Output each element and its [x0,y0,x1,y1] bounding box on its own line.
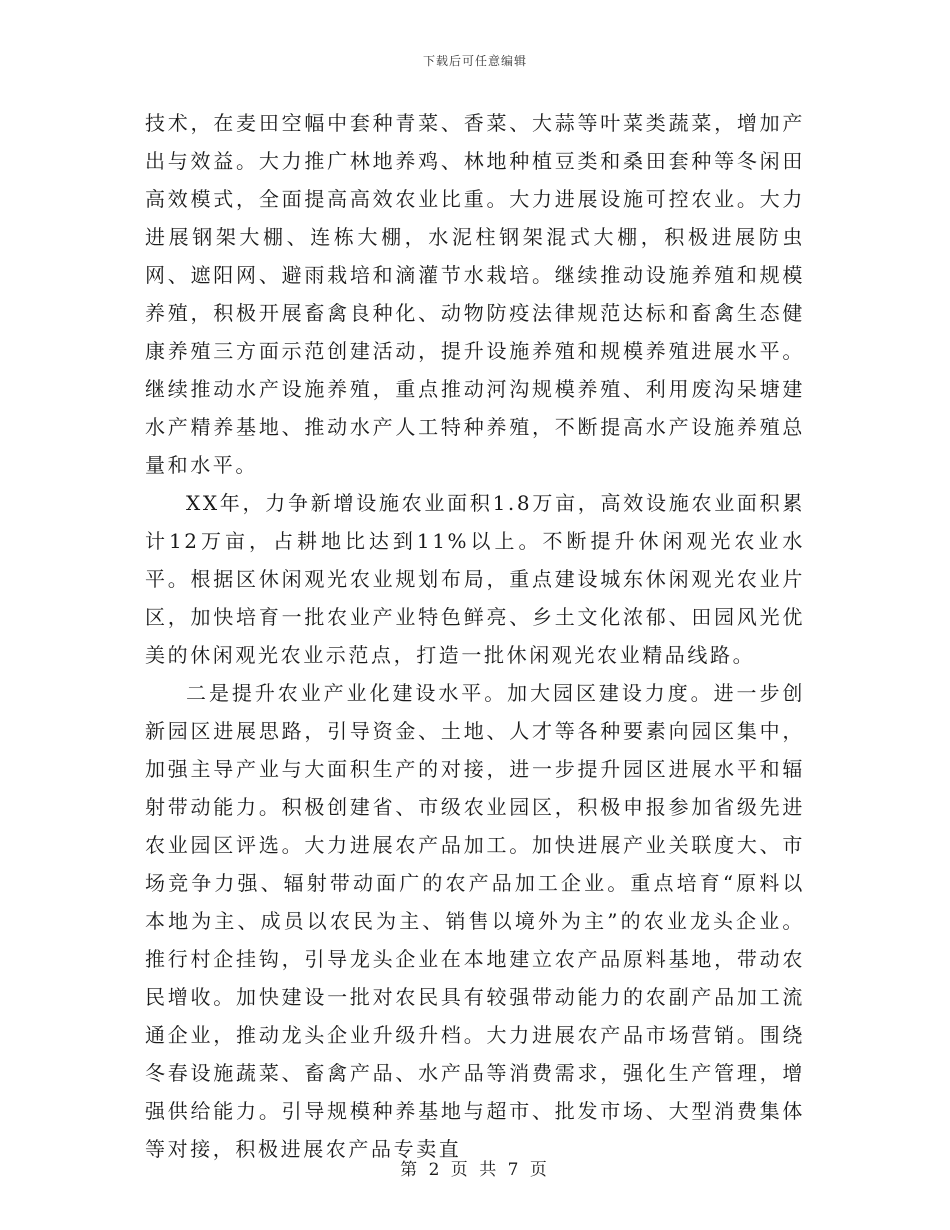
paragraph-industrialization: 二是提升农业产业化建设水平。加大园区建设力度。进一步创新园区进展思路，引导资金、土地、人才等各种要素向园区集中，加强主导产业与大面积生产的对接，进一步提升园区进展水平和辐射带动能力。积极创建省、市级农业园区，积极申报参加省级先进农业园区评选。大力进展农产品加工。加快进展产业关联度大、市场竞争力强、辐射带动面广的农产品加工企业。重点培育“原料以本地为主、成员以农民为主、销售以境外为主”的农业龙头企业。推行村企挂钩，引导龙头企业在本地建立农产品原料基地，带动农民增收。加快建设一批对农民具有较强带动能力的农副产品加工流通企业，推动龙头企业升级升档。大力进展农产品市场营销。围绕冬春设施蔬菜、畜禽产品、水产品等消费需求，强化生产管理，增强供给能力。引导规模种养基地与超市、批发市场、大型消费集体等对接，积极进展农产品专卖直 [145,681,805,1161]
paragraph-continuation: 技术，在麦田空幅中套种青菜、香菜、大蒜等叶菜类蔬菜，增加产出与效益。大力推广林地养鸡、林地种植豆类和桑田套种等冬闲田高效模式，全面提高高效农业比重。大力进展设施可控农业。大力进展钢架大棚、连栋大棚，水泥柱钢架混式大棚，积极进展防虫网、遮阳网、避雨栽培和滴灌节水栽培。继续推动设施养殖和规模养殖，积极开展畜禽良种化、动物防疫法律规范达标和畜禽生态健康养殖三方面示范创建活动，提升设施养殖和规模养殖进展水平。继续推动水产设施养殖，重点推动河沟规模养殖、利用废沟呆塘建水产精养基地、推动水产人工特种养殖，不断提高水产设施养殖总量和水平。 [145,111,805,477]
document-body [145,104,805,1168]
paragraph-facility-agriculture-targets: XX年，力争新增设施农业面积1.8万亩，高效设施农业面积累计12万亩，占耕地比达到11%以上。不断提升休闲观光农业水平。根据区休闲观光农业规划布局，重点建设城东休闲观光农业片区，加快培育一批农业产业特色鲜亮、乡土文化浓郁、田园风光优美的休闲观光农业示范点，打造一批休闲观光农业精品线路。 [145,491,805,667]
page-number: 第 2 页 共 7 页 [400,1160,550,1180]
page-header: 下载后可任意编辑 [422,54,527,68]
